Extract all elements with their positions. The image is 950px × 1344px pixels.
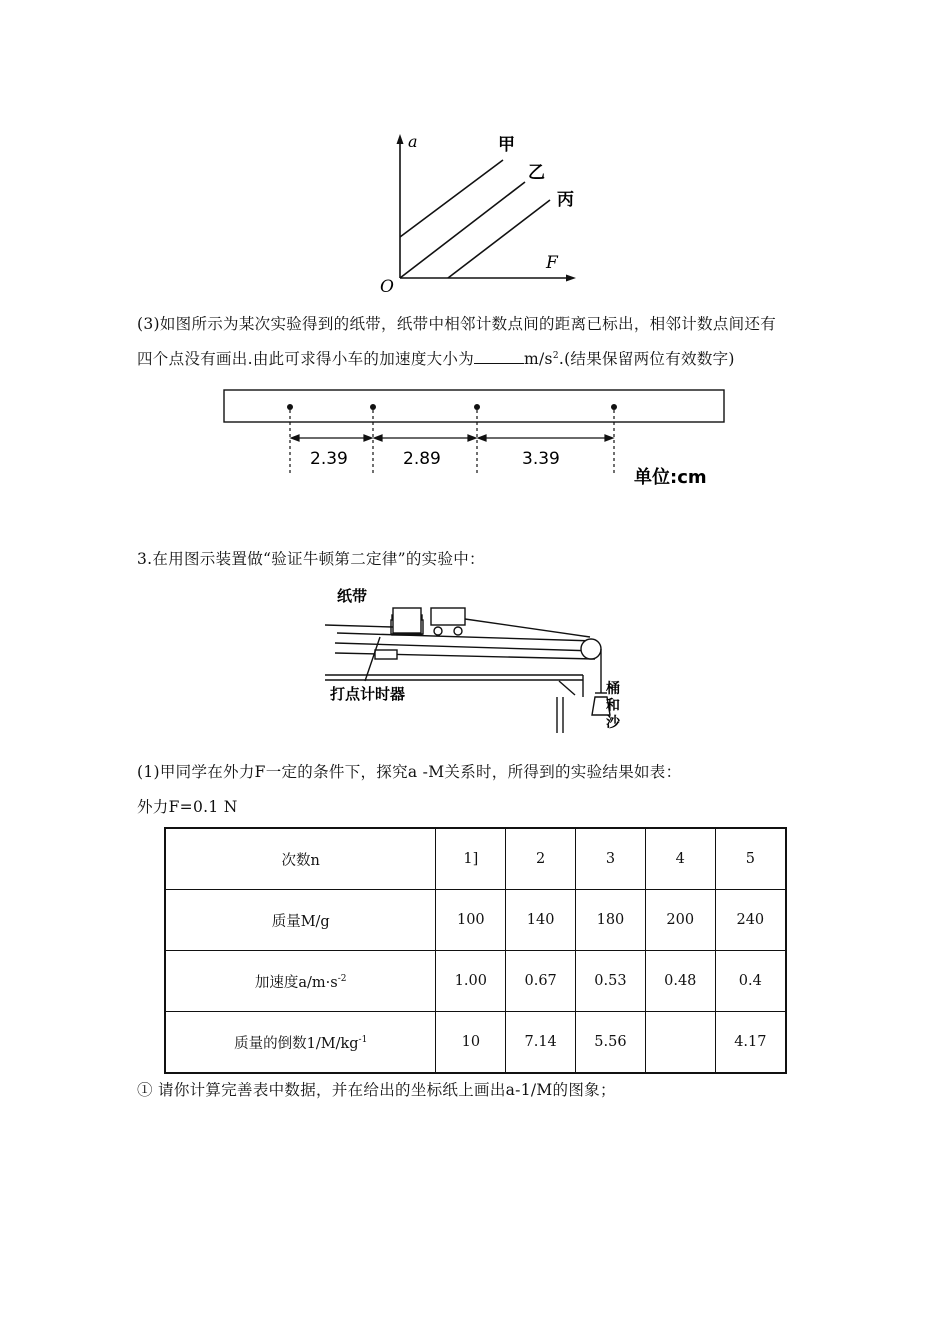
x-axis-arrow: [566, 275, 576, 282]
instruction-text: ① 请你计算完善表中数据，并在给出的坐标纸上画出a-1/M的图象；: [137, 1081, 616, 1099]
distance-3: 3.39: [522, 449, 560, 469]
y-axis-label: a: [408, 132, 418, 151]
table-cell: 4: [645, 828, 715, 890]
incline-top: [337, 633, 595, 641]
row-label: [165, 828, 436, 890]
count-point-3: [474, 404, 480, 410]
label-bucket-3: 沙: [606, 715, 620, 731]
table-cell: 1]: [436, 828, 506, 890]
a-f-graph: [370, 128, 600, 298]
part3-line2: [137, 347, 735, 369]
line-jia: [400, 160, 503, 237]
answer-blank: [474, 349, 524, 364]
table-cell: 4.17: [715, 1012, 786, 1074]
label-timer: 打点计时器: [330, 685, 406, 703]
row-label-text: 质量的倒数1/M/kg: [234, 1035, 359, 1052]
table-cell: 0.48: [645, 951, 715, 1012]
table-cell: 0.4: [715, 951, 786, 1012]
count-point-1: [287, 404, 293, 410]
unit-label: 单位:cm: [634, 467, 707, 488]
table-cell: 140: [506, 890, 576, 951]
string: [465, 619, 590, 637]
table-cell: 5: [715, 828, 786, 890]
part1-text: (1)甲同学在外力F一定的条件下，探究a -M关系时，所得到的实验结果如表：: [137, 763, 682, 781]
row-label: [165, 951, 436, 1012]
row-label: [165, 1012, 436, 1074]
line-label-jia: 甲: [498, 135, 515, 155]
table-cell: 7.14: [506, 1012, 576, 1074]
force-text: 外力F=0.1 N: [137, 798, 238, 816]
table-cell: 240: [715, 890, 786, 951]
row-label-text: 质量M/g: [271, 913, 330, 930]
table-cell: 10: [436, 1012, 506, 1074]
row-label-sup: -1: [358, 1034, 368, 1045]
paper-tape-line: [325, 625, 393, 627]
cart-wheel-1: [434, 627, 442, 635]
cart: [431, 608, 465, 625]
support-block: [375, 650, 397, 659]
table-cell: 200: [645, 890, 715, 951]
label-bucket-1: 桶: [606, 681, 620, 697]
row-label-sup: -2: [337, 973, 347, 984]
line-label-yi: 乙: [528, 163, 545, 183]
x-axis-label: F: [546, 253, 558, 273]
y-axis-arrow: [397, 134, 404, 144]
part3-line1: (3)如图所示为某次实验得到的纸带，纸带中相邻计数点间的距离已标出，相邻计数点间还有: [137, 315, 777, 333]
table-cell: 0.53: [576, 951, 646, 1012]
table-cell: 2: [506, 828, 576, 890]
row-label: [165, 890, 436, 951]
line-bing: [448, 200, 550, 278]
distance-1: 2.39: [310, 449, 348, 469]
table-cell: 0.67: [506, 951, 576, 1012]
table-cell: 3: [576, 828, 646, 890]
row-label-text: 次数n: [281, 852, 320, 869]
paper-tape-diagram: [220, 386, 740, 496]
row-label-text: 加速度a/m·s: [254, 974, 338, 991]
table-cell: 180: [576, 890, 646, 951]
count-point-2: [370, 404, 376, 410]
distance-2: 2.89: [403, 449, 441, 469]
label-tape: 纸带: [337, 587, 368, 605]
apparatus-diagram: [325, 585, 635, 735]
data-table: [164, 827, 787, 1074]
part3-line2-text: 四个点没有画出.由此可求得小车的加速度大小为: [137, 350, 475, 368]
table-cell: 1.00: [436, 951, 506, 1012]
pulley: [581, 639, 601, 659]
part3-line2-note: .(结果保留两位有效数字): [558, 350, 735, 368]
table-cell: [645, 1012, 715, 1074]
incline-bottom: [335, 643, 595, 651]
line-yi: [400, 182, 525, 278]
paper-tape: [224, 390, 724, 422]
table-row: [165, 951, 786, 1012]
table-row: [165, 828, 786, 890]
acceleration-unit-sup: 2: [552, 350, 559, 361]
origin-label: O: [380, 277, 394, 297]
cart-wheel-2: [454, 627, 462, 635]
question3-title: 3.在用图示装置做“验证牛顿第二定律”的实验中：: [137, 550, 485, 568]
table-row: [165, 890, 786, 951]
table-cell: 5.56: [576, 1012, 646, 1074]
timer: [393, 608, 421, 633]
count-point-4: [611, 404, 617, 410]
acceleration-unit: m/s: [524, 350, 553, 368]
line-label-bing: 丙: [557, 190, 574, 210]
label-bucket-2: 和: [606, 698, 620, 714]
table-cell: 100: [436, 890, 506, 951]
table-row: [165, 1012, 786, 1074]
